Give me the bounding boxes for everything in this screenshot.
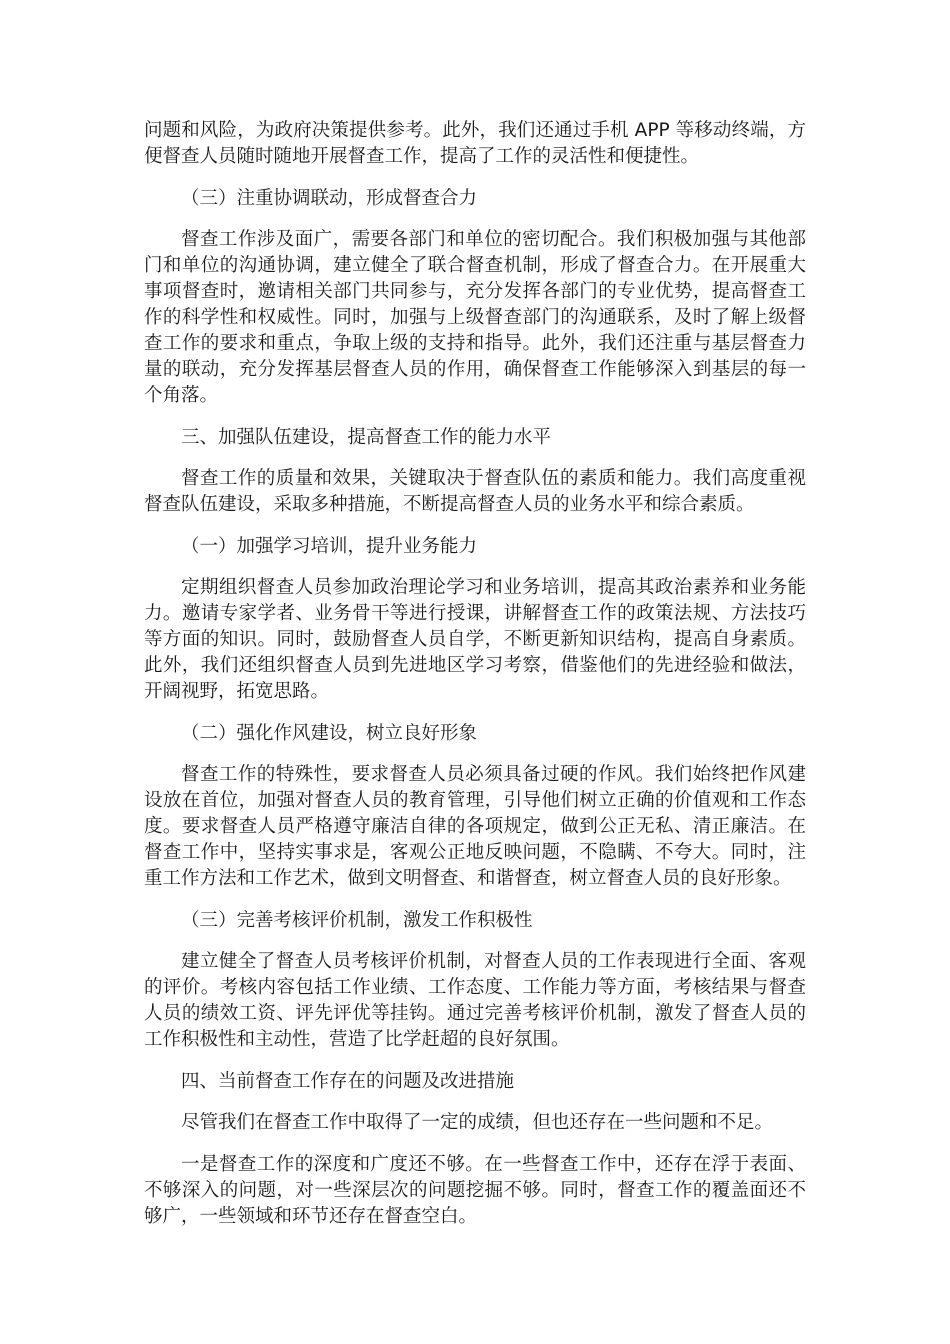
- document-body: [144, 118, 806, 1246]
- section-heading-team-building: 三、加强队伍建设，提高督查工作的能力水平: [181, 427, 552, 448]
- subheading-work-style: （二）强化作风建设，树立良好形象: [181, 723, 478, 744]
- paragraph-work-style: 督查工作的特殊性，要求督查人员必须具备过硬的作风。我们始终把作风建设放在首位，加强对督查人员的教育管理，引导他们树立正确的价值观和工作态度。要求督查人员严格遵守廉洁自律的各项规定，做到公正无私、清正廉洁。在督查工作中，坚持实事求是，客观公正地反映问题，不隐瞒、不夸大。同时，注重工作方法和工作艺术，做到文明督查、和谐督查，树立督查人员的良好形象。: [144, 764, 806, 889]
- paragraph-training: 定期组织督查人员参加政治理论学习和业务培训，提高其政治素养和业务能力。邀请专家学者、业务骨干等进行授课，讲解督查工作的政策法规、方法技巧等方面的知识。同时，鼓励督查人员自学，不断更新知识结构，提高自身素质。此外，我们还组织督查人员到先进地区学习考察，借鉴他们的先进经验和做法，开阔视野，拓宽思路。: [144, 577, 806, 702]
- paragraph-coordination: 督查工作涉及面广，需要各部门和单位的密切配合。我们积极加强与其他部门和单位的沟通协调，建立健全了联合督查机制，形成了督查合力。在开展重大事项督查时，邀请相关部门共同参与，充分发挥各部门的专业优势，提高督查工作的科学性和权威性。同时，加强与上级督查部门的沟通联系，及时了解上级督查工作的要求和重点，争取上级的支持和指导。此外，我们还注重与基层督查力量的联动，充分发挥基层督查人员的作用，确保督查工作能够深入到基层的每一个角落。: [144, 229, 806, 406]
- paragraph-problem-one: 一是督查工作的深度和广度还不够。在一些督查工作中，还存在浮于表面、不够深入的问题，对一些深层次的问题挖掘不够。同时，督查工作的覆盖面还不够广，一些领域和环节还存在督查空白。: [144, 1154, 806, 1227]
- subheading-evaluation: （三）完善考核评价机制，激发工作积极性: [181, 910, 533, 931]
- paragraph-continuation: 问题和风险，为政府决策提供参考。此外，我们还通过手机 APP 等移动终端，方便督查人员随时随地开展督查工作，提高了工作的灵活性和便捷性。: [144, 120, 806, 167]
- subheading-coordination: （三）注重协调联动，形成督查合力: [181, 188, 478, 209]
- paragraph-evaluation: 建立健全了督查人员考核评价机制，对督查人员的工作表现进行全面、客观的评价。考核内容包括工作业绩、工作态度、工作能力等方面，考核结果与督查人员的绩效工资、评先评优等挂钩。通过完善考核评价机制，激发了督查人员的工作积极性和主动性，营造了比学赶超的良好氛围。: [144, 951, 806, 1050]
- paragraph-problems-intro: 尽管我们在督查工作中取得了一定的成绩，但也还存在一些问题和不足。: [181, 1112, 774, 1133]
- paragraph-team-building-intro: 督查工作的质量和效果，关键取决于督查队伍的素质和能力。我们高度重视督查队伍建设，采取多种措施，不断提高督查人员的业务水平和综合素质。: [144, 468, 806, 515]
- subheading-training: （一）加强学习培训，提升业务能力: [181, 536, 478, 557]
- section-heading-problems: 四、当前督查工作存在的问题及改进措施: [181, 1071, 515, 1092]
